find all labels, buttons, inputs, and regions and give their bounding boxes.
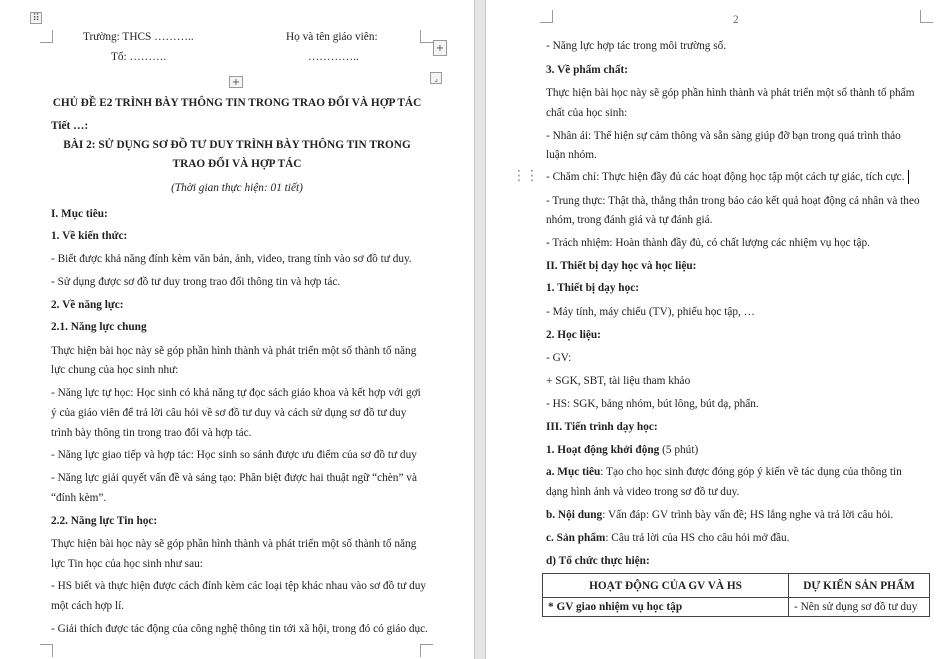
section-heading: I. Mục tiêu: [51,208,108,220]
subsection-heading: 2. Học liệu: [546,329,601,341]
header-school: Trường: THCS ……….. [83,31,194,43]
table-cell: - Nên sử dụng sơ đồ tư duy [789,598,930,617]
crop-mark-top-right-icon [420,30,433,43]
content-label: b. Nội dung [546,509,603,521]
body-line: - Năng lực tự học: Học sinh có khả năng tự đọc sách giáo khoa và kết hợp với gợi [51,387,421,399]
body-line: - Năng lực giao tiếp và hợp tác: Học sinh so sánh được ưu điểm của sơ đồ tư duy [51,449,417,461]
body-line: chất của học sinh: [546,107,628,119]
section-heading: III. Tiến trình dạy học: [546,421,658,433]
page-gutter [474,0,486,659]
body-line: - Trung thực: Thật thà, thẳng thắn trong báo cáo kết quả hoạt động cá nhân và theo [546,195,920,207]
crop-mark-top-right-icon [920,10,933,23]
body-line: một cách hợp lí. [51,600,125,612]
body-line: trình bày thông tin trong trao đổi và hợp tác. [51,427,252,439]
body-line: - Chăm chỉ: Thực hiện đầy đủ các hoạt động học tập một cách tự giác, tích cực. [546,171,905,183]
table-resize-handle-icon[interactable]: ⌟ [430,72,442,84]
header-teacher: Họ và tên giáo viên: [286,31,378,43]
body-line: dạng hình ảnh và video trong sơ đồ tư duy. [546,486,740,498]
activity-title: 1. Hoạt động khởi động [546,444,660,456]
body-line: Thực hiện bài học này sẽ góp phần hình thành và phát triển một số thành tố phẩm [546,87,915,99]
crop-mark-top-left-icon [540,10,553,23]
body-line: lực Tin học của học sinh như sau: [51,558,203,570]
text-cursor [908,170,909,184]
subsection-heading: 1. Thiết bị dạy học: [546,282,640,294]
table-row [543,598,930,617]
period-label: Tiết …: [51,120,89,132]
body-line: - Giải thích được tác động của công nghệ thông tin tới xã hội, trong đó có giáo dục. [51,623,428,635]
body-line: - GV: [546,352,572,364]
body-line: - Trách nhiệm: Hoàn thành đầy đủ, có chất lượng các nhiệm vụ học tập. [546,237,870,249]
table-header-row [543,574,930,598]
activity-heading [546,443,698,457]
body-line: - HS biết và thực hiện được cách đính kèm các loại tệp khác nhau vào sơ đồ tư duy [51,580,427,592]
subsection-heading: 2. Về năng lực: [51,299,124,311]
table-cell: * GV giao nhiệm vụ học tập [543,598,789,617]
page-number: 2 [733,14,739,26]
body-line: luận nhóm. [546,149,597,161]
table-header-cell: DỰ KIẾN SẢN PHẨM [789,574,930,598]
content-line [546,508,893,522]
body-line: ý của giáo viên để trả lời câu hỏi về sơ đồ tư duy và cách sử dụng sơ đồ tư duy [51,407,407,419]
product-text: : Câu trả lời của HS cho câu hỏi mở đầu. [605,532,790,544]
subsection-heading: 2.1. Năng lực chung [51,321,147,333]
body-line: “đính kèm”. [51,492,107,504]
subsection-heading: 3. Về phẩm chất: [546,64,629,76]
add-column-icon[interactable]: + [433,40,447,56]
document-page-2 [486,0,952,659]
body-line: - Sử dụng được sơ đồ tư duy trong trao đổi thông tin và hợp tác. [51,276,341,288]
crop-mark-bottom-right-icon [420,644,433,657]
body-line: lực chung của học sinh như: [51,364,179,376]
document-page-1 [0,0,474,659]
body-line: - Biết được khả năng đính kèm văn bản, ảnh, video, trang tính vào sơ đồ tư duy. [51,253,412,265]
activity-table [542,573,930,617]
goal-line [546,465,902,479]
duration-note: (Thời gian thực hiện: 01 tiết) [171,182,303,194]
drag-handle-icon[interactable]: ⋮⋮ [512,168,538,184]
lesson-title-line2: TRAO ĐỔI VÀ HỢP TÁC [172,158,302,170]
body-line: Thực hiện bài học này sẽ góp phần hình thành và phát triển một số thành tố năng [51,345,417,357]
subsection-heading: 1. Về kiến thức: [51,230,128,242]
lesson-title-line1: BÀI 2: SỬ DỤNG SƠ ĐỒ TƯ DUY TRÌNH BÀY THÔNG TIN TRONG [63,139,411,151]
table-move-handle-icon[interactable]: ⠿ [30,12,42,24]
goal-text: : Tạo cho học sinh được đóng góp ý kiến về tác dụng của thông tin [600,466,902,478]
crop-mark-top-left-icon [40,30,53,43]
header-dots: ………….. [308,51,359,63]
body-line: nhóm, trong đánh giá và tự đánh giá. [546,214,713,226]
content-text: : Vấn đáp: GV trình bày vấn đề; HS lắng nghe và trả lời câu hỏi. [602,509,894,521]
add-row-icon[interactable]: + [229,76,243,88]
crop-mark-bottom-left-icon [40,644,53,657]
topic-title: CHỦ ĐỀ E2 TRÌNH BÀY THÔNG TIN TRONG TRAO ĐỔI VÀ HỢP TÁC [52,97,422,109]
body-line: - Năng lực hợp tác trong môi trường số. [546,40,727,52]
table-header-cell: HOẠT ĐỘNG CỦA GV VÀ HS [543,574,789,598]
activity-time: (5 phút) [659,444,699,456]
body-line: - Năng lực giải quyết vấn đề và sáng tạo: Phân biệt được hai thuật ngữ “chèn” và [51,472,417,484]
body-line: - HS: SGK, bảng nhóm, bút lông, bút dạ, phấn. [546,398,759,410]
body-line: - Nhân ái: Thể hiện sự cảm thông và sẵn sàng giúp đỡ bạn trong quá trình thảo [546,130,901,142]
body-line: Thực hiện bài học này sẽ góp phần hình thành và phát triển một số thành tố năng [51,538,417,550]
subsection-heading: 2.2. Năng lực Tin học: [51,515,158,527]
product-label: c. Sản phẩm [546,532,606,544]
section-heading: II. Thiết bị dạy học và học liệu: [546,260,697,272]
product-line [546,531,790,545]
header-group: Tổ: ………. [111,51,167,63]
organize-heading: d) Tổ chức thực hiện: [546,555,650,567]
body-line: + SGK, SBT, tài liệu tham khảo [546,375,691,387]
body-line: - Máy tính, máy chiếu (TV), phiếu học tập, … [546,306,755,318]
goal-label: a. Mục tiêu [546,466,601,478]
